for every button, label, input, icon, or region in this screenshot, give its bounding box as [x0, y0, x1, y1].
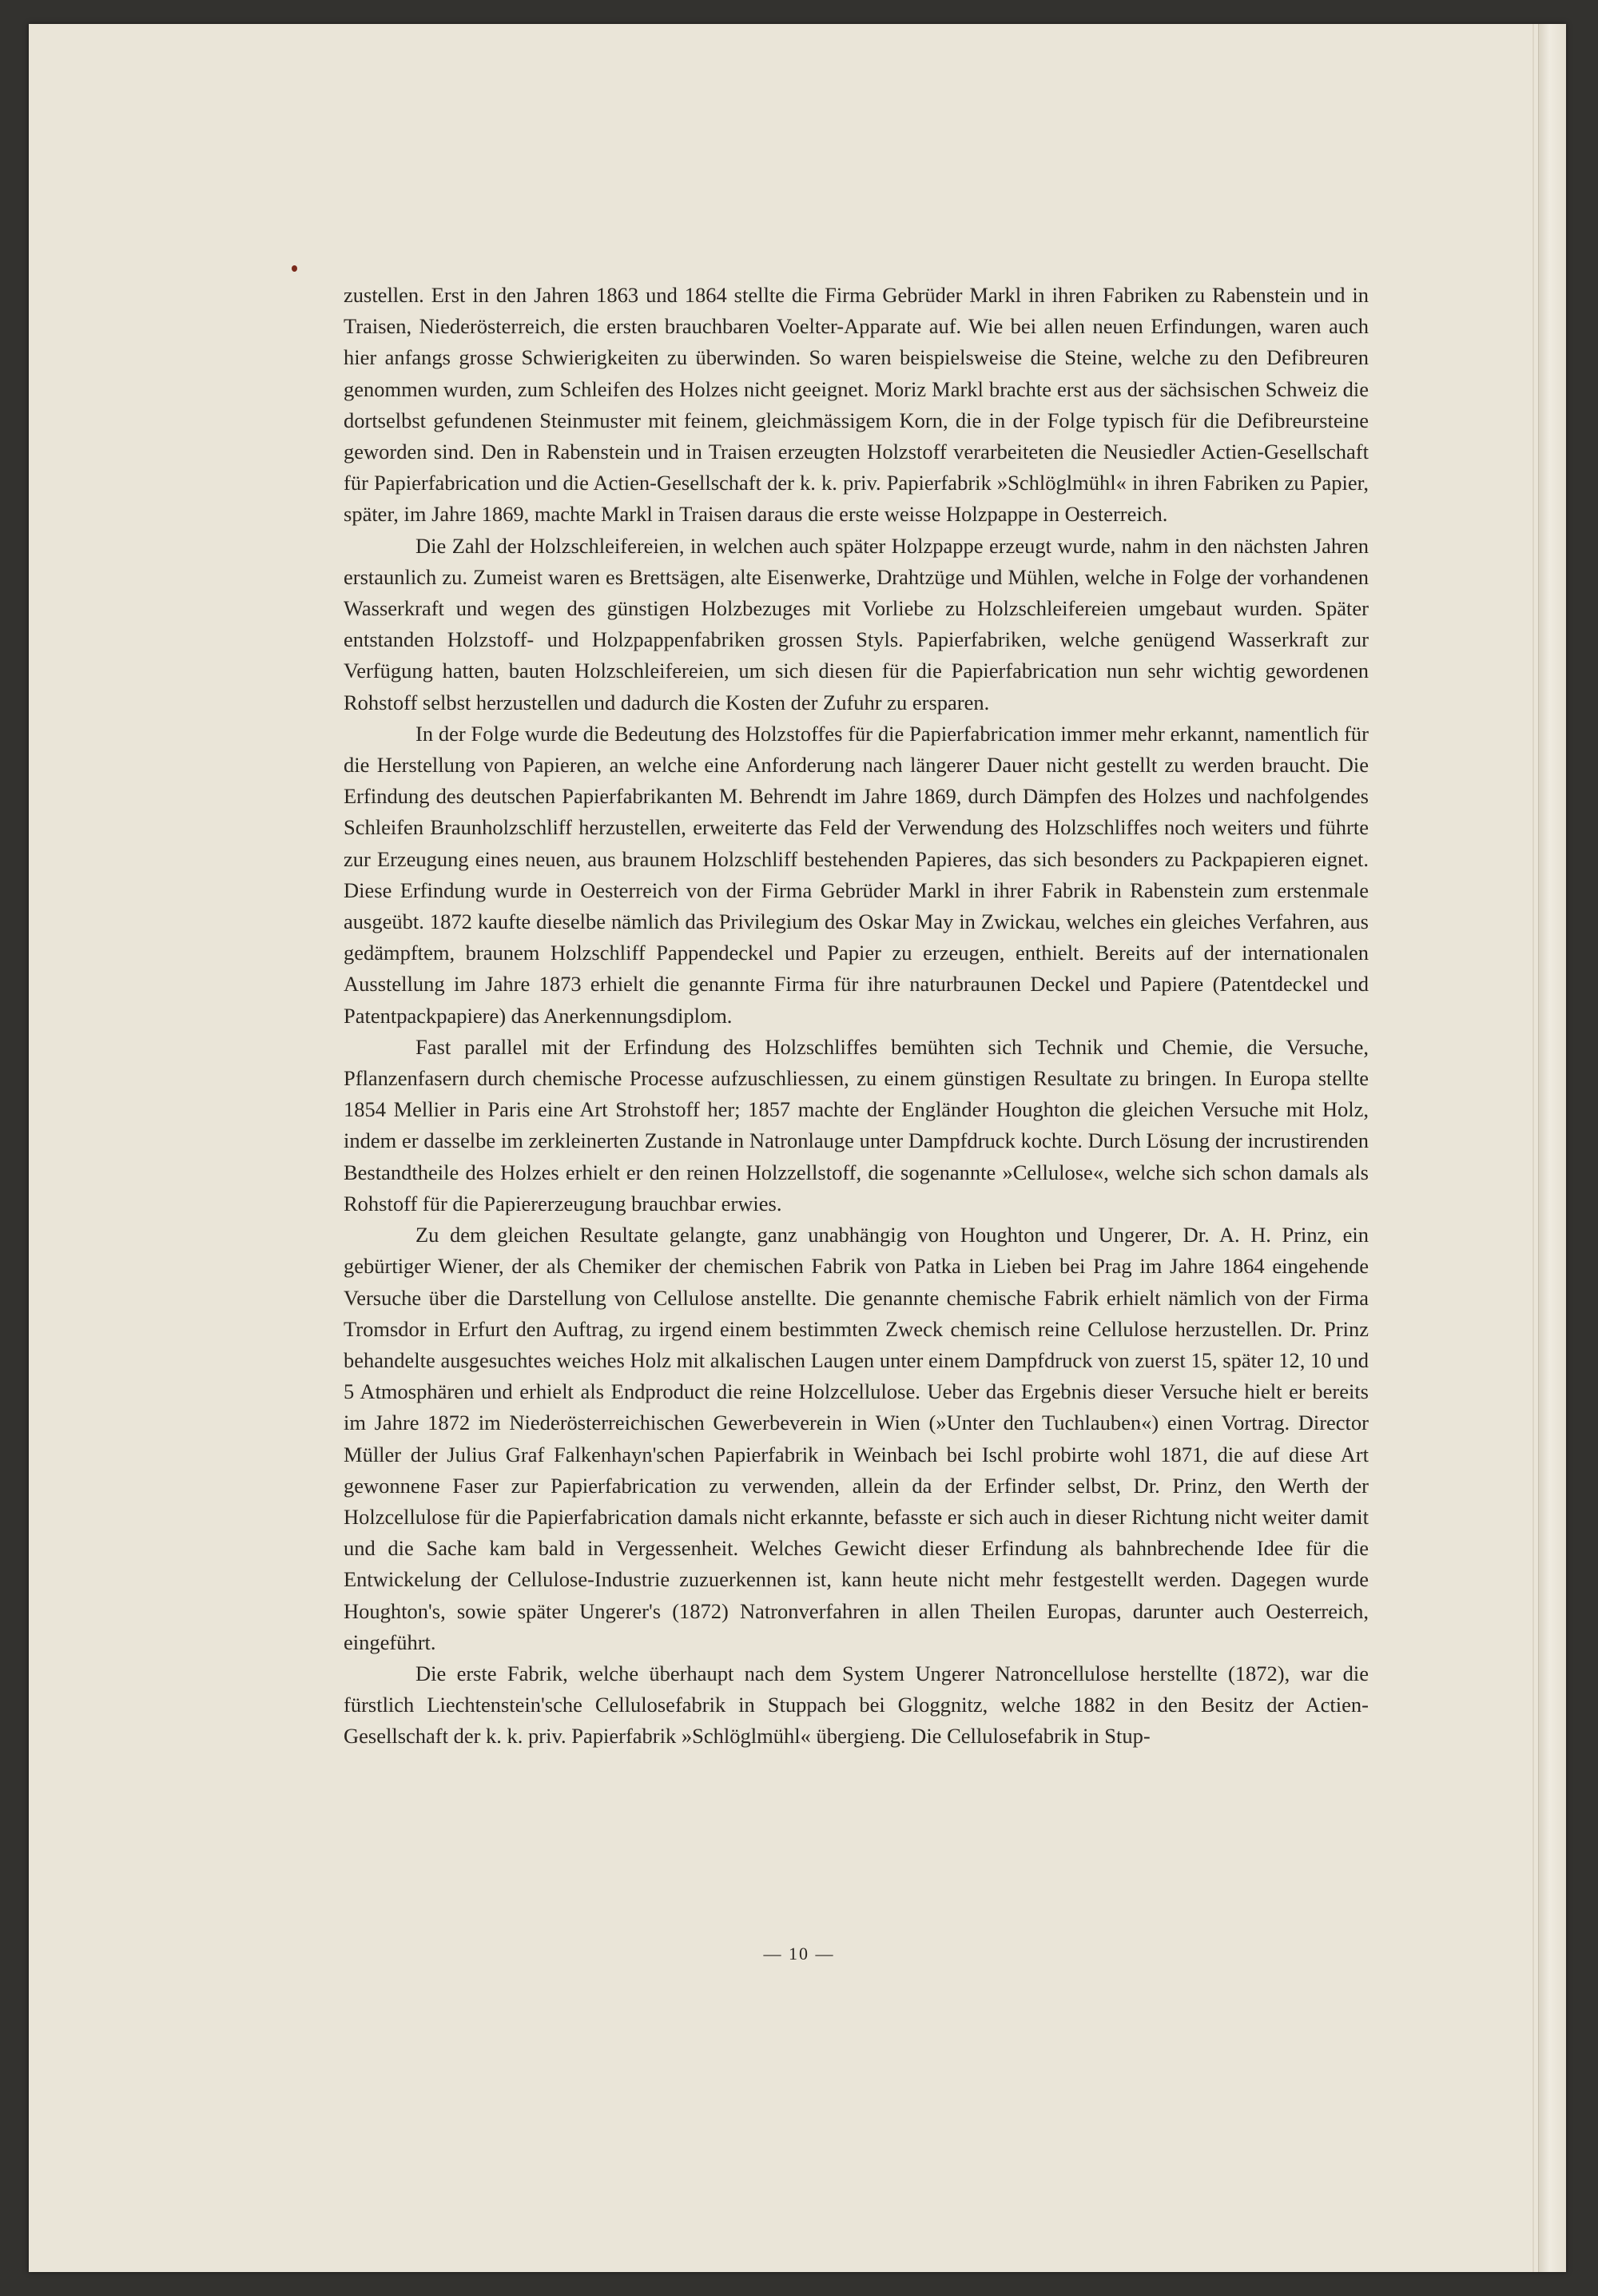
- page-number: — 10 —: [763, 1944, 835, 1964]
- paragraph-3: In der Folge wurde die Bedeutung des Holzstoffes für die Papierfabrication immer mehr erkannt, namentlich für die Herstellung von Papieren, an welche eine Anforderung nach längerer Dauer nicht gestellt zu werden braucht. Die Erfindung des deutschen Papierfabrikanten M. Behrendt im Jahre 1869, durch Dämpfen des Holzes und nachfolgendes Schleifen Braunholzschliff herzustellen, erweiterte das Feld der Verwendung des Holzschliffes noch weiters und führte zur Erzeugung eines neuen, aus braunem Holzschliff bestehenden Papieres, das sich besonders zu Packpapieren eignet. Diese Erfindung wurde in Oesterreich von der Firma Gebrüder Markl in ihrer Fabrik in Rabenstein zum erstenmale ausgeübt. 1872 kaufte dieselbe nämlich das Privilegium des Oskar May in Zwickau, welches ein gleiches Verfahren, aus gedämpftem, braunem Holzschliff Pappendeckel und Papier zu erzeugen, enthielt. Bereits auf der internationalen Ausstellung im Jahre 1873 erhielt die genannte Firma für ihre naturbraunen Deckel und Papiere (Patentdeckel und Patentpackpapiere) das Anerkennungsdiplom.: [344, 721, 1369, 1028]
- paragraph-4: Fast parallel mit der Erfindung des Holzschliffes bemühten sich Technik und Chemie, die Versuche, Pflanzenfasern durch chemische Processe aufzuschliessen, zu einem günstigen Resultate zu bringen. In Europa stellte 1854 Mellier in Paris eine Art Strohstoff her; 1857 machte der Engländer Houghton die gleichen Versuche mit Holz, indem er dasselbe im zerkleinerten Zustande in Natronlauge unter Dampfdruck kochte. Durch Lösung der incrustirenden Bestandtheile des Holzes erhielt er den reinen Holzzellstoff, die sogenannte »Cellulose«, welche sich schon damals als Rohstoff für die Papiererzeugung brauchbar erwies.: [344, 1034, 1369, 1216]
- paragraph-2: Die Zahl der Holzschleifereien, in welchen auch später Holzpappe erzeugt wurde, nahm in den nächsten Jahren erstaunlich zu. Zumeist waren es Brettsägen, alte Eisenwerke, Drahtzüge und Mühlen, welche in Folge der vorhandenen Wasserkraft und wegen des günstigen Holzbezuges mit Vorliebe zu Holzschleifereien umgebaut wurden. Später entstanden Holzstoff- und Holzpappenfabriken grossen Styls. Papierfabriken, welche genügend Wasserkraft zur Verfügung hatten, bauten Holzschleifereien, um sich diesen für die Papierfabrication nun sehr wichtig gewordenen Rohstoff selbst herzustellen und dadurch die Kosten der Zufuhr zu ersparen.: [344, 533, 1369, 714]
- paragraph-1: zustellen. Erst in den Jahren 1863 und 1864 stellte die Firma Gebrüder Markl in ihren Fabriken zu Rabenstein und in Traisen, Niederösterreich, die ersten brauchbaren Voelter-Apparate auf. Wie bei allen neuen Erfindungen, waren auch hier anfangs grosse Schwierigkeiten zu überwinden. So waren beispielsweise die Steine, welche zu den Defibreuren genommen wurden, zum Schleifen des Holzes nicht geeignet. Moriz Markl brachte erst aus der sächsischen Schweiz die dortselbst gefundenen Steinmuster mit feinem, gleichmässigem Korn, die in der Folge typisch für die Defibreursteine geworden sind. Den in Rabenstein und in Traisen erzeugten Holzstoff verarbeiteten die Neusiedler Actien-Gesellschaft für Papierfabrication und die Actien-Gesellschaft der k. k. priv. Papierfabrik »Schlöglmühl« in ihren Fabriken zu Papier, später, im Jahre 1869, machte Markl in Traisen daraus die erste weisse Holzpappe in Oesterreich.: [344, 283, 1369, 527]
- page-edge-line: [1532, 24, 1534, 2272]
- body-text: [344, 280, 1369, 1753]
- page-edge-shadow: [1538, 24, 1566, 2272]
- paragraph-5: Zu dem gleichen Resultate gelangte, ganz unabhängig von Houghton und Ungerer, Dr. A. H. Prinz, ein gebürtiger Wiener, der als Chemiker der chemischen Fabrik von Patka in Lieben bei Prag im Jahre 1864 eingehende Versuche über die Darstellung von Cellulose anstellte. Die genannte chemische Fabrik erhielt nämlich von der Firma Tromsdor in Erfurt den Auftrag, zu irgend einem bestimmten Zweck chemisch reine Cellulose herzustellen. Dr. Prinz behandelte ausgesuchtes weiches Holz mit alkalischen Laugen unter einem Dampfdruck von zuerst 15, später 12, 10 und 5 Atmosphären und erhielt als Endproduct die reine Holzcellulose. Ueber das Ergebnis dieser Versuche hielt er bereits im Jahre 1872 im Niederösterreichischen Gewerbeverein in Wien (»Unter den Tuchlauben«) einen Vortrag. Director Müller der Julius Graf Falkenhayn'schen Papierfabrik in Weinbach bei Ischl probirte wohl 1871, die auf diese Art gewonnene Faser zur Papierfabrication zu verwenden, allein da der Erfinder selbst, Dr. Prinz, den Werth der Holzcellulose für die Papierfabrication damals nicht erkannte, befasste er sich auch in dieser Richtung nicht weiter damit und die Sache kam bald in Vergessenheit. Welches Gewicht dieser Erfindung als bahnbrechende Idee für die Entwickelung der Cellulose-Industrie zuzuerkennen ist, kann heute nicht mehr festgestellt werden. Dagegen wurde Houghton's, sowie später Ungerer's (1872) Natronverfahren in allen Theilen Europas, darunter auch Oesterreich, eingeführt.: [344, 1223, 1369, 1654]
- paragraph-6: Die erste Fabrik, welche überhaupt nach dem System Ungerer Natroncellulose herstellte (1872), war die fürstlich Liechtenstein'sche Cellulosefabrik in Stuppach bei Gloggnitz, welche 1882 in den Besitz der Actien-Gesellschaft der k. k. priv. Papierfabrik »Schlöglmühl« übergieng. Die Cellulosefabrik in Stup-: [344, 1661, 1369, 1749]
- ink-mark: [292, 265, 297, 272]
